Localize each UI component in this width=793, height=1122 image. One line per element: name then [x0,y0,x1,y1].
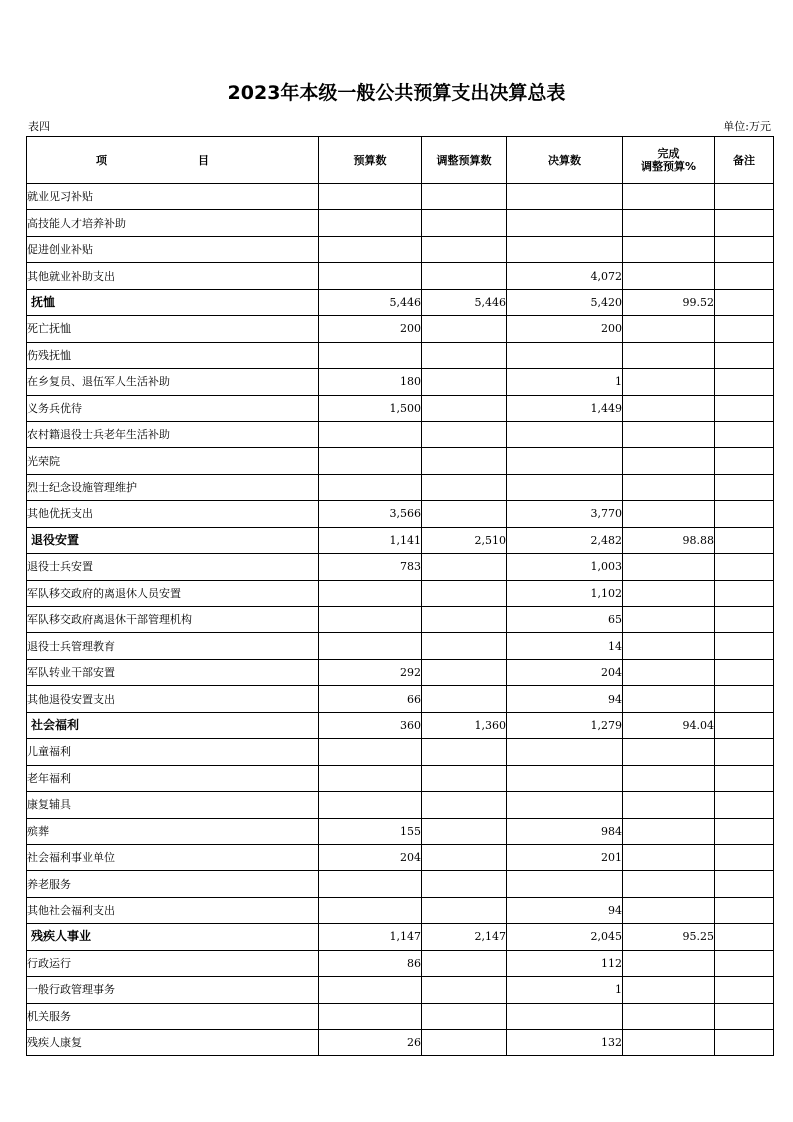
row-adjusted-cell [422,950,507,976]
row-complete-cell [623,633,715,659]
row-note-cell [715,474,774,500]
header-complete [623,137,715,184]
row-final-cell [507,1003,623,1029]
row-complete-cell [623,686,715,712]
row-adjusted-cell [422,659,507,685]
row-note-cell [715,1030,774,1056]
row-budget-cell [319,739,422,765]
row-name-cell: 一般行政管理事务 [27,977,319,1003]
table-row [27,369,774,395]
row-budget-cell [319,792,422,818]
row-final-cell [507,342,623,368]
row-name-cell: 在乡复员、退伍军人生活补助 [27,369,319,395]
row-complete-cell [623,554,715,580]
row-complete-cell [623,897,715,923]
row-budget-cell: 26 [319,1030,422,1056]
table-label: 表四 [28,120,50,133]
row-note-cell [715,369,774,395]
row-complete-cell [623,501,715,527]
row-name-cell: 退役士兵管理教育 [27,633,319,659]
row-name-cell: 其他社会福利支出 [27,897,319,923]
row-budget-cell [319,633,422,659]
row-final-cell [507,871,623,897]
row-budget-cell [319,765,422,791]
row-budget-cell [319,421,422,447]
row-final-cell: 112 [507,950,623,976]
row-name-cell: 光荣院 [27,448,319,474]
row-budget-cell [319,1003,422,1029]
table-row [27,633,774,659]
header-note: 备注 [715,137,774,184]
row-adjusted-cell [422,633,507,659]
row-adjusted-cell [422,607,507,633]
row-complete-cell [623,844,715,870]
row-adjusted-cell [422,686,507,712]
row-complete-cell: 98.88 [623,527,715,553]
table-row [27,474,774,500]
row-adjusted-cell [422,395,507,421]
table-row [27,818,774,844]
row-final-cell: 1 [507,369,623,395]
table-row [27,844,774,870]
row-complete-cell [623,263,715,289]
header-row [27,137,774,184]
row-note-cell [715,184,774,210]
row-name-cell: 其他退役安置支出 [27,686,319,712]
row-final-cell [507,448,623,474]
table-row [27,342,774,368]
table-row [27,792,774,818]
row-final-cell: 5,420 [507,289,623,315]
row-note-cell [715,316,774,342]
row-budget-cell [319,871,422,897]
row-complete-cell: 95.25 [623,924,715,950]
row-budget-cell [319,977,422,1003]
row-final-cell [507,792,623,818]
row-budget-cell [319,474,422,500]
table-row [27,871,774,897]
row-adjusted-cell [422,210,507,236]
row-final-cell: 4,072 [507,263,623,289]
row-complete-cell [623,474,715,500]
row-note-cell [715,844,774,870]
row-final-cell [507,765,623,791]
row-budget-cell: 360 [319,712,422,738]
row-budget-cell [319,263,422,289]
table-row [27,554,774,580]
row-adjusted-cell [422,474,507,500]
row-adjusted-cell [422,184,507,210]
row-name-cell: 行政运行 [27,950,319,976]
row-adjusted-cell [422,897,507,923]
row-budget-cell: 204 [319,844,422,870]
row-final-cell: 65 [507,607,623,633]
row-note-cell [715,1003,774,1029]
row-complete-cell [623,950,715,976]
row-note-cell [715,633,774,659]
row-note-cell [715,712,774,738]
row-name-cell: 康复辅具 [27,792,319,818]
header-budget: 预算数 [319,137,422,184]
row-final-cell: 94 [507,897,623,923]
row-final-cell: 2,482 [507,527,623,553]
row-note-cell [715,607,774,633]
row-final-cell: 1,279 [507,712,623,738]
table-row [27,739,774,765]
row-budget-cell [319,184,422,210]
row-complete-cell [623,818,715,844]
row-budget-cell: 1,147 [319,924,422,950]
row-name-cell: 抚恤 [27,289,319,315]
row-complete-cell [623,210,715,236]
row-final-cell: 94 [507,686,623,712]
table-row [27,236,774,262]
row-adjusted-cell [422,977,507,1003]
row-final-cell: 3,770 [507,501,623,527]
category-row [27,924,774,950]
row-budget-cell: 66 [319,686,422,712]
row-budget-cell [319,342,422,368]
table-row [27,1003,774,1029]
row-complete-cell [623,1030,715,1056]
row-final-cell: 1,003 [507,554,623,580]
row-budget-cell: 155 [319,818,422,844]
row-complete-cell [623,342,715,368]
table-row [27,977,774,1003]
row-adjusted-cell [422,792,507,818]
row-complete-cell [623,395,715,421]
row-final-cell [507,236,623,262]
table-row [27,395,774,421]
table-row [27,607,774,633]
page-title: 2023年本级一般公共预算支出决算总表 [227,82,566,104]
row-complete-cell [623,1003,715,1029]
row-adjusted-cell [422,501,507,527]
table-row [27,210,774,236]
row-note-cell [715,765,774,791]
table-row [27,1030,774,1056]
table-row [27,448,774,474]
table-row [27,950,774,976]
row-name-cell: 军队移交政府离退休干部管理机构 [27,607,319,633]
row-final-cell [507,210,623,236]
row-name-cell: 退役士兵安置 [27,554,319,580]
header-item-label: 项 目 [96,153,249,167]
row-name-cell: 残疾人事业 [27,924,319,950]
row-note-cell [715,236,774,262]
row-note-cell [715,977,774,1003]
row-adjusted-cell [422,369,507,395]
row-adjusted-cell [422,818,507,844]
row-budget-cell: 180 [319,369,422,395]
category-row [27,712,774,738]
row-budget-cell: 1,500 [319,395,422,421]
row-budget-cell: 3,566 [319,501,422,527]
row-note-cell [715,421,774,447]
row-final-cell: 204 [507,659,623,685]
row-name-cell: 机关服务 [27,1003,319,1029]
row-final-cell: 201 [507,844,623,870]
row-adjusted-cell [422,316,507,342]
row-name-cell: 义务兵优待 [27,395,319,421]
row-note-cell [715,924,774,950]
row-budget-cell: 5,446 [319,289,422,315]
row-name-cell: 社会福利事业单位 [27,844,319,870]
row-final-cell: 984 [507,818,623,844]
row-note-cell [715,395,774,421]
row-adjusted-cell [422,236,507,262]
row-complete-cell [623,607,715,633]
row-name-cell: 其他就业补助支出 [27,263,319,289]
unit-label: 单位:万元 [723,120,771,133]
table-body [27,184,774,1056]
row-adjusted-cell: 5,446 [422,289,507,315]
row-note-cell [715,739,774,765]
row-budget-cell [319,607,422,633]
row-complete-cell [623,659,715,685]
row-complete-cell: 94.04 [623,712,715,738]
row-budget-cell: 292 [319,659,422,685]
row-budget-cell: 1,141 [319,527,422,553]
row-complete-cell [623,977,715,1003]
row-adjusted-cell: 2,510 [422,527,507,553]
row-note-cell [715,871,774,897]
row-adjusted-cell [422,1030,507,1056]
row-name-cell: 军队转业干部安置 [27,659,319,685]
row-complete-cell [623,765,715,791]
row-adjusted-cell [422,871,507,897]
row-budget-cell [319,897,422,923]
row-budget-cell: 200 [319,316,422,342]
row-note-cell [715,659,774,685]
row-final-cell [507,184,623,210]
row-final-cell: 1,102 [507,580,623,606]
row-budget-cell [319,236,422,262]
row-name-cell: 烈士纪念设施管理维护 [27,474,319,500]
row-note-cell [715,501,774,527]
row-name-cell: 就业见习补贴 [27,184,319,210]
row-name-cell: 促进创业补贴 [27,236,319,262]
table-row [27,501,774,527]
row-complete-cell: 99.52 [623,289,715,315]
row-final-cell: 1 [507,977,623,1003]
row-name-cell: 退役安置 [27,527,319,553]
row-name-cell: 农村籍退役士兵老年生活补助 [27,421,319,447]
table-row [27,659,774,685]
table-row [27,184,774,210]
row-complete-cell [623,369,715,395]
row-name-cell: 高技能人才培养补助 [27,210,319,236]
row-name-cell: 军队移交政府的离退休人员安置 [27,580,319,606]
row-complete-cell [623,421,715,447]
row-final-cell: 14 [507,633,623,659]
row-adjusted-cell [422,554,507,580]
row-budget-cell: 783 [319,554,422,580]
header-final: 决算数 [507,137,623,184]
row-note-cell [715,448,774,474]
row-note-cell [715,818,774,844]
row-complete-cell [623,448,715,474]
row-note-cell [715,897,774,923]
row-adjusted-cell: 1,360 [422,712,507,738]
row-adjusted-cell [422,342,507,368]
header-item [27,137,319,184]
row-name-cell: 儿童福利 [27,739,319,765]
row-budget-cell: 86 [319,950,422,976]
header-complete-line2: 调整预算% [640,160,697,173]
row-note-cell [715,289,774,315]
table-row [27,316,774,342]
row-name-cell: 社会福利 [27,712,319,738]
row-adjusted-cell [422,263,507,289]
row-budget-cell [319,210,422,236]
row-budget-cell [319,580,422,606]
row-name-cell: 老年福利 [27,765,319,791]
row-budget-cell [319,448,422,474]
table-row [27,765,774,791]
row-adjusted-cell [422,1003,507,1029]
row-name-cell: 养老服务 [27,871,319,897]
row-note-cell [715,686,774,712]
row-adjusted-cell [422,739,507,765]
row-adjusted-cell [422,448,507,474]
row-final-cell [507,421,623,447]
table-row [27,421,774,447]
row-note-cell [715,342,774,368]
row-adjusted-cell [422,421,507,447]
row-final-cell: 1,449 [507,395,623,421]
row-final-cell: 2,045 [507,924,623,950]
table-row [27,686,774,712]
row-note-cell [715,527,774,553]
row-note-cell [715,554,774,580]
row-complete-cell [623,792,715,818]
category-row [27,527,774,553]
row-complete-cell [623,739,715,765]
row-complete-cell [623,580,715,606]
row-name-cell: 伤残抚恤 [27,342,319,368]
table-row [27,897,774,923]
table-row [27,263,774,289]
row-note-cell [715,210,774,236]
row-adjusted-cell [422,580,507,606]
row-note-cell [715,950,774,976]
row-final-cell: 132 [507,1030,623,1056]
table-row [27,580,774,606]
row-final-cell [507,739,623,765]
row-adjusted-cell: 2,147 [422,924,507,950]
row-note-cell [715,263,774,289]
row-name-cell: 残疾人康复 [27,1030,319,1056]
row-complete-cell [623,316,715,342]
row-complete-cell [623,184,715,210]
row-note-cell [715,792,774,818]
row-note-cell [715,580,774,606]
category-row [27,289,774,315]
row-complete-cell [623,236,715,262]
row-name-cell: 其他优抚支出 [27,501,319,527]
row-final-cell [507,474,623,500]
budget-table [26,136,774,1056]
row-adjusted-cell [422,765,507,791]
header-adjusted: 调整预算数 [422,137,507,184]
row-adjusted-cell [422,844,507,870]
row-final-cell: 200 [507,316,623,342]
row-name-cell: 死亡抚恤 [27,316,319,342]
header-complete-line1: 完成 [657,147,680,160]
row-complete-cell [623,871,715,897]
row-name-cell: 殡葬 [27,818,319,844]
